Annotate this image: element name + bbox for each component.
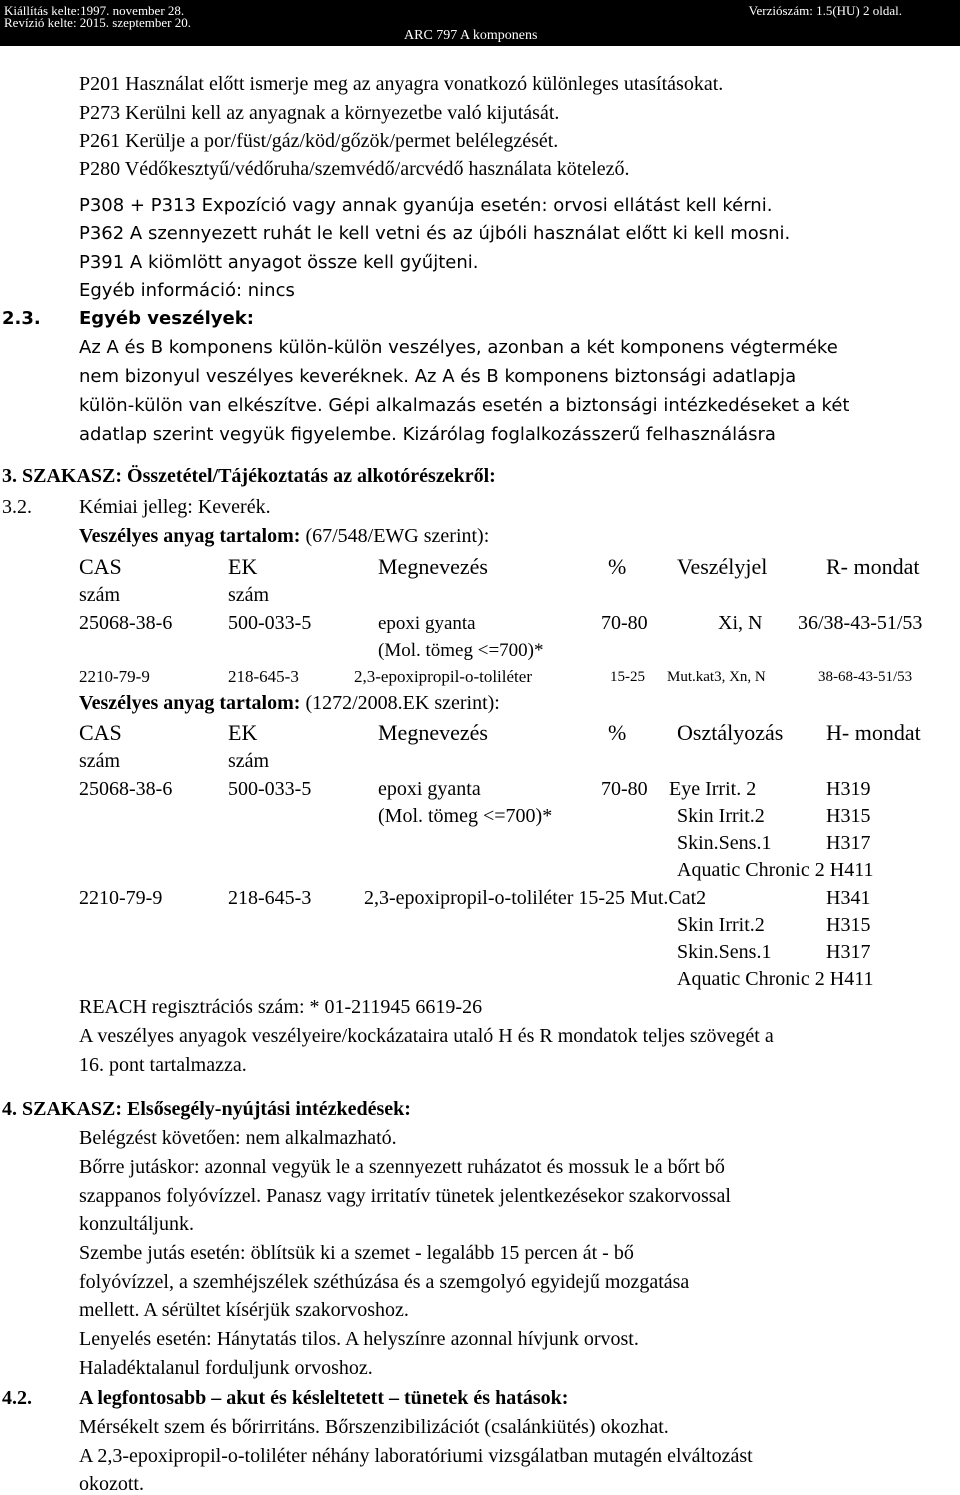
paragraph-line: szappanos folyóvízzel. Panasz vagy irritatív tünetek jelentkezésekor szakorvossal: [79, 1185, 731, 1207]
paragraph-line: folyóvízzel, a szemhéjszélek széthúzása és a szemgolyó egyidejű mozgatása: [79, 1271, 690, 1293]
table-cell-note: (Mol. tömeg <=700)*: [378, 640, 544, 661]
table-cell: H315: [826, 805, 871, 827]
table-cell: Skin.Sens.1: [677, 832, 772, 854]
precautionary-line: P273 Kerülni kell az anyagnak a környezetbe való kijutását.: [79, 102, 560, 124]
table-cell: H341: [826, 887, 871, 909]
column-header-sub: szám: [228, 584, 270, 606]
paragraph-line: adatlap szerint vegyük figyelembe. Kizárólag foglalkozásszerű felhasználásra: [79, 424, 776, 445]
paragraph-line: külön-külön van elkészítve. Gépi alkalmazás esetén a biztonsági intézkedéseket a két: [79, 395, 850, 416]
table-cell: 218-645-3: [228, 667, 299, 686]
paragraph-line: Belégzést követően: nem alkalmazható.: [79, 1127, 397, 1149]
column-header: EK: [228, 720, 258, 745]
column-header: CAS: [79, 554, 122, 579]
table-cell: Skin Irrit.2: [677, 914, 765, 936]
table-cell: 70-80: [601, 612, 648, 634]
column-header-sub: szám: [228, 750, 270, 772]
table-cell: Aquatic Chronic 2 H411: [677, 968, 874, 990]
section-number: 4.2.: [2, 1387, 32, 1409]
table-title-rest: (67/548/EWG szerint):: [300, 525, 490, 547]
column-header: %: [608, 720, 627, 745]
section-title: 3. SZAKASZ: Összetétel/Tájékoztatás az alkotórészekről:: [2, 465, 496, 487]
column-header: Veszélyjel: [677, 554, 768, 579]
reach-number: REACH regisztrációs szám: * 01-211945 6619-26: [79, 996, 483, 1018]
precautionary-line: P391 A kiömlött anyagot össze kell gyűjteni.: [79, 252, 479, 273]
table-cell: Aquatic Chronic 2 H411: [677, 859, 874, 881]
table-cell: 38-68-43-51/53: [818, 669, 913, 685]
paragraph-line: mellett. A sérültet kísérjük szakorvoshoz.: [79, 1299, 409, 1321]
table-title: [79, 693, 500, 713]
revision-date: Revízió kelte: 2015. szeptember 20.: [4, 15, 192, 30]
paragraph-line: Szembe jutás esetén: öblítsük ki a szemet - legalább 15 percen át - bő: [79, 1242, 634, 1264]
table-title: [79, 526, 489, 546]
column-header: Osztályozás: [677, 720, 784, 745]
paragraph-line: A 2,3-epoxipropil-o-toliléter néhány laboratóriumi vizsgálatban mutagén elváltozást: [79, 1445, 753, 1467]
table-cell: 15-25: [610, 669, 645, 685]
table-cell: epoxi gyanta: [378, 613, 476, 634]
column-header: Megnevezés: [378, 720, 488, 745]
precautionary-line: P201 Használat előtt ismerje meg az anyagra vonatkozó különleges utasításokat.: [79, 73, 724, 95]
table-cell: epoxi gyanta: [378, 778, 481, 800]
table-title-rest: (1272/2008.EK szerint):: [300, 692, 500, 714]
table-title-bold: Veszélyes anyag tartalom:: [79, 692, 301, 714]
column-header-sub: szám: [79, 584, 121, 606]
version-info: Verziószám: 1.5(HU) 2 oldal.: [748, 3, 902, 18]
paragraph-line: 16. pont tartalmazza.: [79, 1054, 247, 1076]
column-header: Megnevezés: [378, 554, 488, 579]
table-cell: 25068-38-6: [79, 612, 173, 634]
column-header: H- mondat: [826, 720, 921, 745]
page-header: [0, 0, 960, 46]
table-cell: 25068-38-6: [79, 778, 173, 800]
paragraph-line: Haladéktalanul forduljunk orvoshoz.: [79, 1357, 373, 1379]
column-header: R- mondat: [826, 554, 920, 579]
table-title-bold: Veszélyes anyag tartalom:: [79, 525, 301, 547]
paragraph-line: Mérsékelt szem és bőrirritáns. Bőrszenzibilizációt (csalánkiütés) okozhat.: [79, 1416, 669, 1438]
precautionary-line: P280 Védőkesztyű/védőruha/szemvédő/arcvédő használata kötelező.: [79, 158, 630, 180]
section-heading: Egyéb veszélyek:: [79, 308, 254, 329]
paragraph-line: okozott.: [79, 1473, 144, 1495]
section-number: 3.2.: [2, 496, 32, 518]
section-number: 2.3.: [2, 308, 41, 329]
paragraph-line: Lenyelés esetén: Hánytatás tilos. A helyszínre azonnal hívjunk orvost.: [79, 1328, 639, 1350]
chemical-nature: Kémiai jelleg: Keverék.: [79, 496, 271, 518]
table-cell: H319: [826, 778, 871, 800]
paragraph-line: Bőrre jutáskor: azonnal vegyük le a szennyezett ruházatot és mossuk le a bőrt bő: [79, 1156, 725, 1178]
table-cell: 500-033-5: [228, 612, 312, 634]
table-cell: Xi, N: [718, 612, 763, 634]
column-header: %: [608, 554, 627, 579]
table-cell: 2210-79-9: [79, 887, 163, 909]
table-cell: 36/38-43-51/53: [798, 612, 923, 634]
precautionary-line: P362 A szennyezett ruhát le kell vetni és az újbóli használat előtt ki kell mosni.: [79, 223, 791, 244]
section-heading: A legfontosabb – akut és késleltetett – tünetek és hatások:: [79, 1387, 569, 1409]
table-cell: 2,3-epoxipropil-o-toliléter: [354, 667, 532, 686]
paragraph-line: nem bizonyul veszélyes keveréknek. Az A és B komponens biztonsági adatlapja: [79, 366, 797, 387]
table-cell: 2210-79-9: [79, 667, 150, 686]
precautionary-line: P308 + P313 Expozíció vagy annak gyanúja esetén: orvosi ellátást kell kérni.: [79, 195, 773, 216]
table-cell: Skin Irrit.2: [677, 805, 765, 827]
product-name: ARC 797 A komponens: [404, 28, 538, 43]
column-header-sub: szám: [79, 750, 121, 772]
paragraph-line: A veszélyes anyagok veszélyeire/kockázataira utaló H és R mondatok teljes szövegét a: [79, 1025, 774, 1047]
table-cell: 218-645-3: [228, 887, 312, 909]
table-cell: Eye Irrit. 2: [669, 778, 757, 800]
section-title: 4. SZAKASZ: Elsősegély-nyújtási intézkedések:: [2, 1098, 411, 1120]
precautionary-line: P261 Kerülje a por/füst/gáz/köd/gőzök/permet belélegzését.: [79, 130, 559, 152]
column-header: CAS: [79, 720, 122, 745]
table-cell: 70-80: [601, 778, 648, 800]
table-cell: H317: [826, 832, 871, 854]
table-cell: Mut.kat3, Xn, N: [667, 669, 766, 685]
table-cell: H315: [826, 914, 871, 936]
table-cell: 2,3-epoxipropil-o-toliléter 15-25 Mut.Cat2: [364, 887, 707, 909]
other-info: Egyéb információ: nincs: [79, 280, 295, 301]
table-cell: H317: [826, 941, 871, 963]
table-cell-note: (Mol. tömeg <=700)*: [378, 805, 553, 827]
paragraph-line: konzultáljunk.: [79, 1213, 194, 1235]
table-cell: 500-033-5: [228, 778, 312, 800]
issue-date: Kiállítás kelte:1997. november 28.: [4, 3, 185, 18]
table-cell: Skin.Sens.1: [677, 941, 772, 963]
paragraph-line: Az A és B komponens külön-külön veszélyes, azonban a két komponens végterméke: [79, 337, 838, 358]
column-header: EK: [228, 554, 258, 579]
